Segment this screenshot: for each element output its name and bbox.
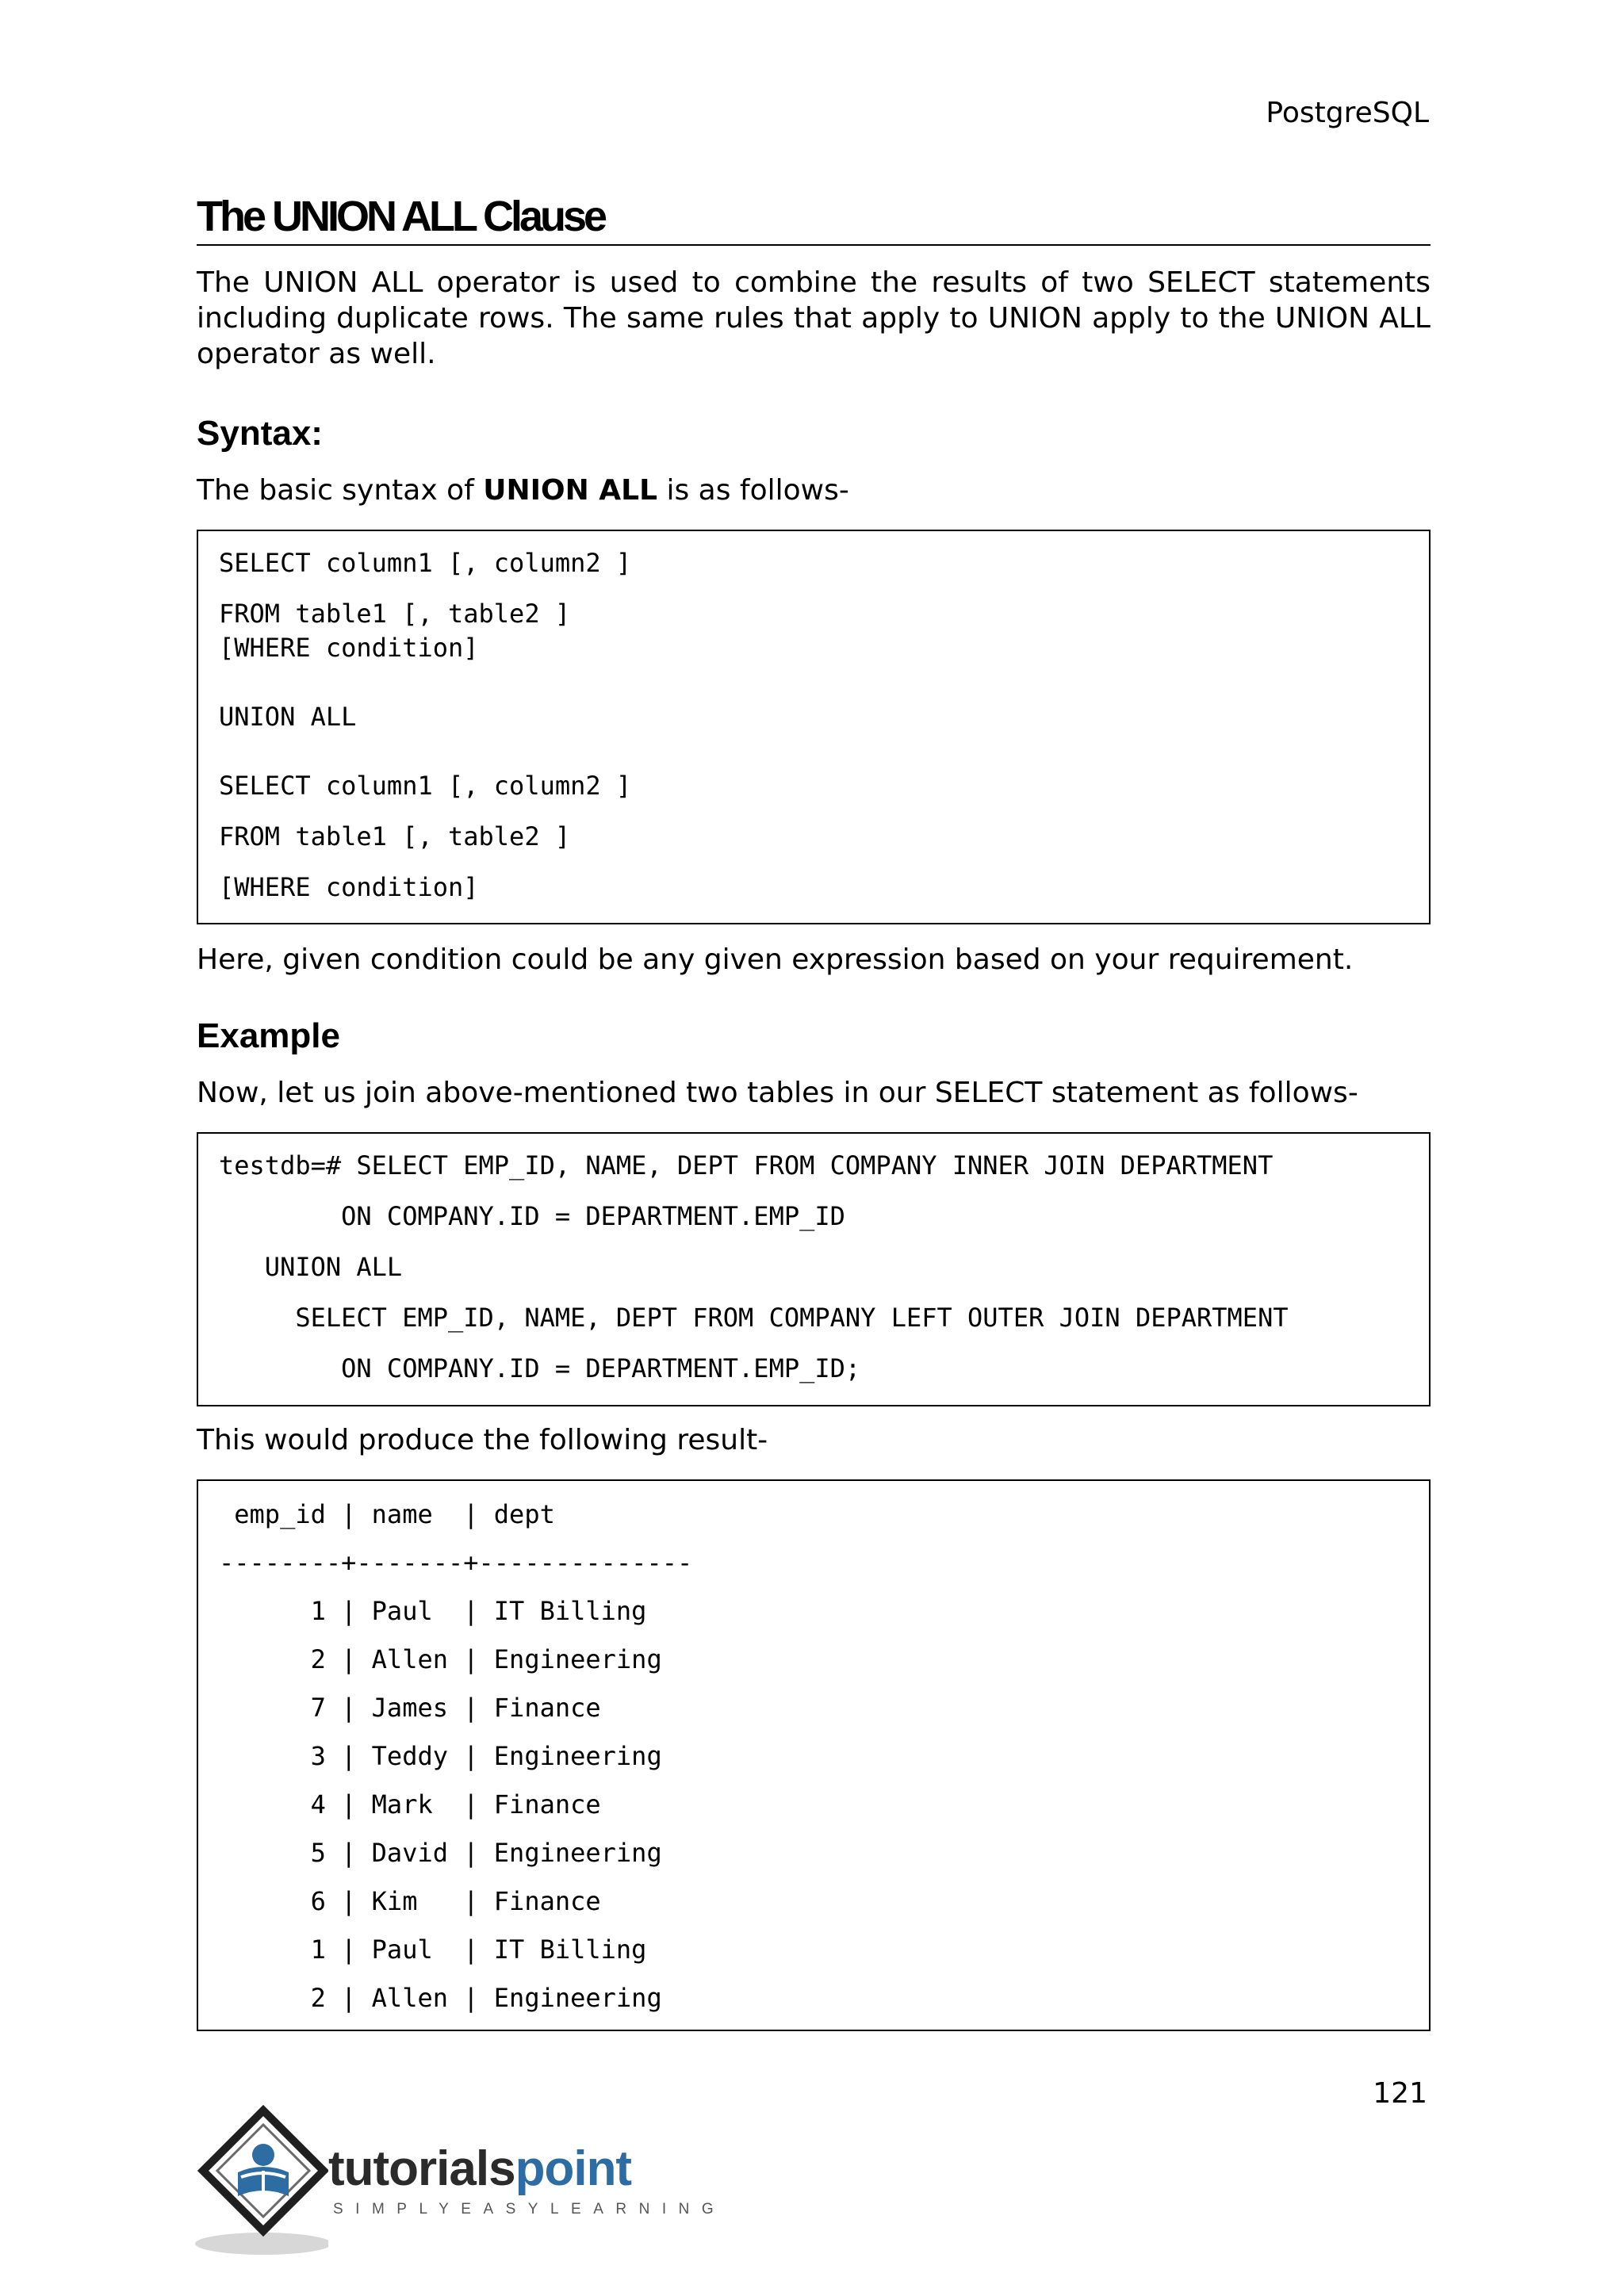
result-row: 1 | Paul | IT Billing (219, 1596, 647, 1626)
code-line: [WHERE condition] (219, 872, 479, 902)
code-line: SELECT column1 [, column2 ] (219, 771, 632, 801)
result-row: 6 | Kim | Finance (219, 1886, 601, 1916)
logo-tagline: SIMPLYEASYLEARNING (333, 2201, 726, 2218)
code-line: FROM table1 [, table2 ] (219, 821, 571, 851)
example-code-box (197, 1132, 1431, 1406)
header-label: PostgreSQL (1266, 97, 1429, 129)
syntax-code-box (197, 530, 1431, 924)
result-row: 3 | Teddy | Engineering (219, 1741, 662, 1771)
result-header-line: emp_id | name | dept (219, 1499, 555, 1529)
logo-wordmark: tutorialspoint (328, 2141, 632, 2196)
syntax-lead-bold: UNION ALL (483, 474, 658, 507)
logo-emblem-icon (193, 2103, 328, 2261)
code-line: ON COMPANY.ID = DEPARTMENT.EMP_ID (219, 1201, 845, 1231)
syntax-lead: The basic syntax of UNION ALL is as follows- (197, 474, 849, 507)
example-lead: Now, let us join above-mentioned two tables in our SELECT statement as follows- (197, 1077, 1358, 1109)
page-title: The UNION ALL Clause (197, 192, 1431, 246)
code-line: SELECT column1 [, column2 ] (219, 548, 632, 578)
code-line: [WHERE condition] (219, 633, 479, 663)
page-number: 121 (1373, 2077, 1427, 2110)
code-line: FROM table1 [, table2 ] (219, 599, 571, 629)
result-row: 1 | Paul | IT Billing (219, 1934, 647, 1965)
result-code-box (197, 1479, 1431, 2031)
result-separator-line: --------+-------+-------------- (219, 1548, 693, 1578)
syntax-note: Here, given condition could be any given expression based on your requirement. (197, 943, 1354, 976)
code-line: testdb=# SELECT EMP_ID, NAME, DEPT FROM COMPANY INNER JOIN DEPARTMENT (219, 1150, 1274, 1181)
result-row: 2 | Allen | Engineering (219, 1644, 662, 1674)
result-row: 5 | David | Engineering (219, 1838, 662, 1868)
code-line: ON COMPANY.ID = DEPARTMENT.EMP_ID; (219, 1353, 861, 1383)
result-row: 2 | Allen | Engineering (219, 1983, 662, 2013)
intro-paragraph: The UNION ALL operator is used to combine the results of two SELECT statements including duplicate rows. The same rules that apply to UNION apply to the UNION ALL operator as well. (197, 266, 1431, 370)
example-heading: Example (197, 1016, 340, 1055)
code-line: UNION ALL (219, 1252, 403, 1282)
syntax-heading: Syntax: (197, 414, 323, 453)
code-line: SELECT EMP_ID, NAME, DEPT FROM COMPANY LEFT OUTER JOIN DEPARTMENT (219, 1303, 1289, 1333)
result-lead: This would produce the following result- (197, 1424, 768, 1456)
code-line: UNION ALL (219, 702, 357, 732)
tutorialspoint-logo (193, 2103, 726, 2261)
result-row: 7 | James | Finance (219, 1693, 601, 1723)
result-row: 4 | Mark | Finance (219, 1789, 601, 1820)
